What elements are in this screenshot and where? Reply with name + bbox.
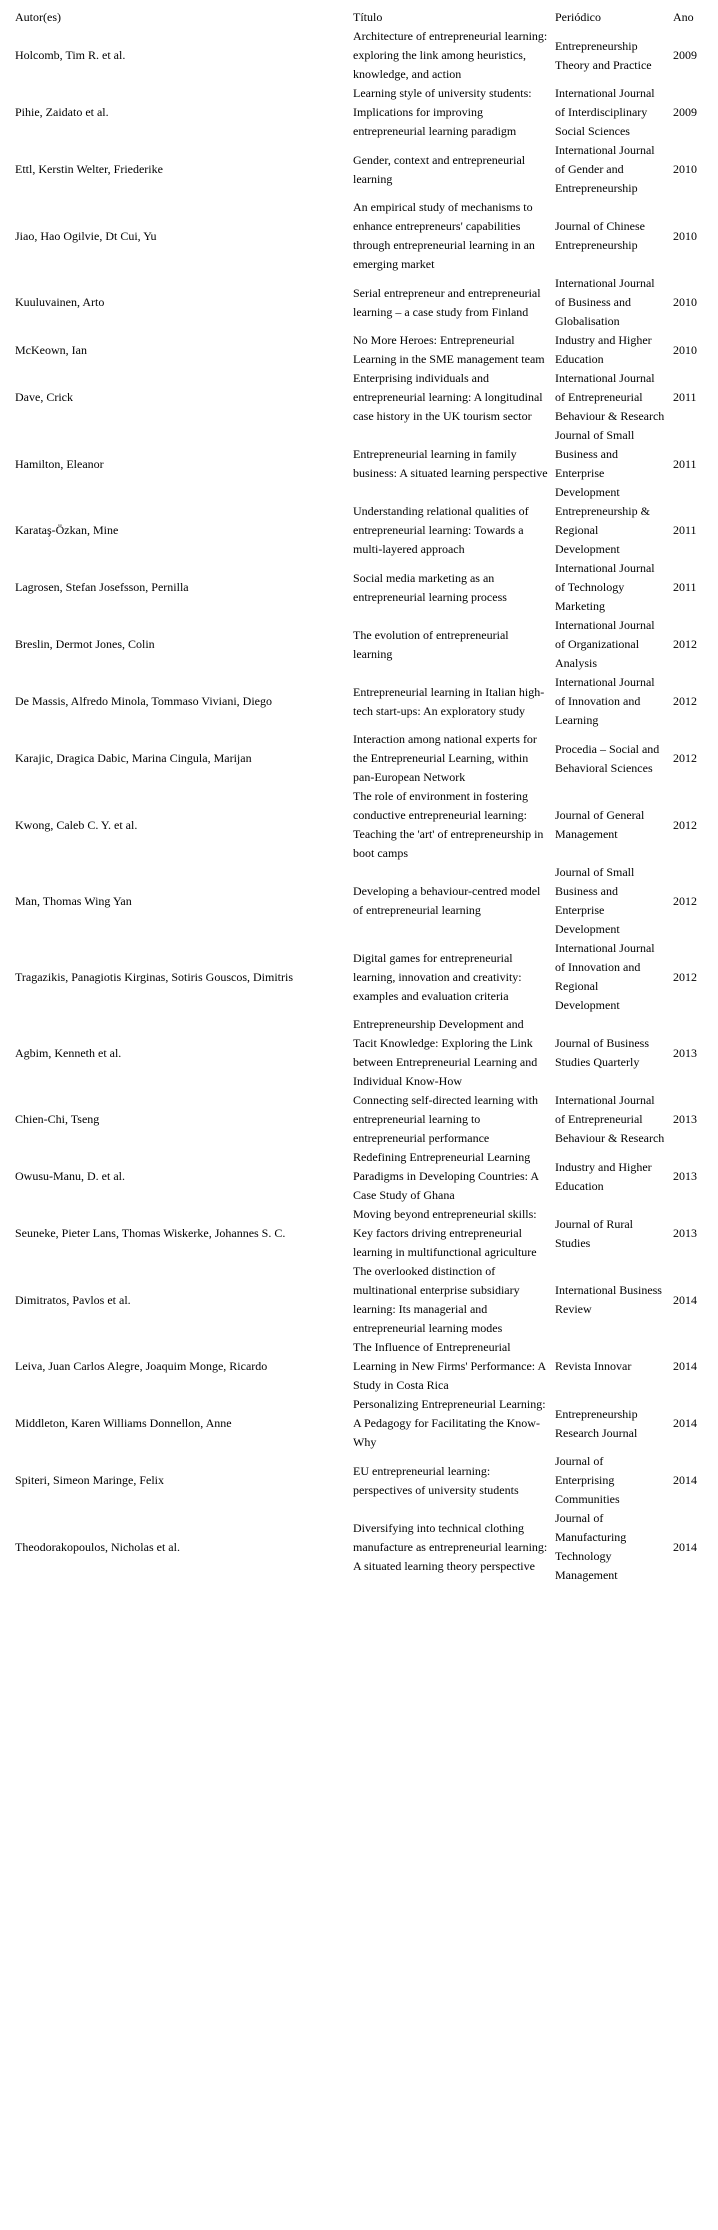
cell-authors: Middleton, Karen Williams Donnellon, Anne bbox=[15, 1416, 232, 1430]
cell-authors: Pihie, Zaidato et al. bbox=[15, 105, 109, 119]
cell-year: 2013 bbox=[673, 1112, 697, 1126]
cell-year: 2012 bbox=[673, 751, 697, 765]
cell-journal: Journal of Small Business and Enterprise Development bbox=[555, 428, 635, 499]
table-row bbox=[15, 1452, 715, 1509]
header-year: Ano bbox=[673, 10, 694, 24]
cell-journal: Journal of Rural Studies bbox=[555, 1216, 633, 1250]
table-row bbox=[15, 502, 715, 559]
cell-year: 2009 bbox=[673, 48, 697, 62]
cell-year: 2012 bbox=[673, 637, 697, 651]
cell-title: Digital games for entrepreneurial learning, innovation and creativity: examples and evaluation criteria bbox=[353, 950, 522, 1003]
cell-year: 2012 bbox=[673, 817, 697, 832]
table-row bbox=[15, 863, 715, 939]
cell-journal: International Business Review bbox=[555, 1283, 662, 1316]
cell-journal: Journal of General Management bbox=[555, 808, 645, 841]
table-row bbox=[15, 1262, 715, 1338]
cell-authors: Theodorakopoulos, Nicholas et al. bbox=[15, 1539, 180, 1554]
cell-title: The role of environment in fostering conductive entrepreneurial learning: Teaching the 'art' of entrepreneurship in boot camps bbox=[353, 789, 544, 860]
cell-journal: Industry and Higher Education bbox=[555, 333, 652, 366]
cell-title: Connecting self-directed learning with entrepreneurial learning to entrepreneurial performance bbox=[353, 1093, 538, 1145]
cell-journal: Revista Innovar bbox=[555, 1359, 632, 1373]
cell-year: 2010 bbox=[673, 295, 697, 309]
cell-year: 2013 bbox=[673, 1226, 697, 1240]
cell-year: 2011 bbox=[673, 390, 697, 404]
cell-journal: Entrepreneurship Research Journal bbox=[555, 1406, 638, 1440]
cell-title: Interaction among national experts for the Entrepreneurial Learning, within pan-European Network bbox=[353, 732, 537, 784]
cell-authors: Hamilton, Eleanor bbox=[15, 456, 104, 471]
table-row bbox=[15, 1338, 715, 1395]
cell-authors: Tragazikis, Panagiotis Kirginas, Sotiris Gouscos, Dimitris bbox=[15, 969, 294, 984]
cell-title: Gender, context and entrepreneurial learning bbox=[353, 152, 526, 186]
cell-title: No More Heroes: Entrepreneurial Learning in the SME management team bbox=[353, 333, 545, 366]
cell-journal: Journal of Small Business and Enterprise Development bbox=[555, 865, 635, 936]
cell-authors: Spiteri, Simeon Maringe, Felix bbox=[15, 1473, 164, 1487]
cell-authors: Karataş-Özkan, Mine bbox=[15, 523, 119, 537]
cell-title: An empirical study of mechanisms to enhance entrepreneurs' capabilities through entrepreneurial learning in an emerging market bbox=[353, 200, 535, 271]
cell-journal: Industry and Higher Education bbox=[555, 1159, 652, 1193]
cell-title: Architecture of entrepreneurial learning: exploring the link among heuristics, knowledge, and action bbox=[353, 29, 548, 81]
cell-journal: International Journal of Innovation and Regional Development bbox=[555, 941, 655, 1012]
cell-journal: International Journal of Organizational Analysis bbox=[555, 618, 655, 670]
table-row bbox=[15, 616, 715, 673]
cell-title: Serial entrepreneur and entrepreneurial learning – a case study from Finland bbox=[353, 285, 541, 319]
cell-title: Social media marketing as an entrepreneurial learning process bbox=[353, 570, 507, 604]
cell-title: The Influence of Entrepreneurial Learning in New Firms' Performance: A Study in Costa Rica bbox=[353, 1340, 546, 1392]
cell-year: 2009 bbox=[673, 105, 697, 119]
cell-journal: International Journal of Gender and Entrepreneurship bbox=[555, 143, 655, 195]
cell-journal: International Journal of Business and Globalisation bbox=[555, 276, 655, 328]
table-row bbox=[15, 1091, 715, 1148]
header-journal: Periódico bbox=[555, 10, 601, 24]
cell-title: Diversifying into technical clothing manufacture as entrepreneurial learning: A situated learning theory perspective bbox=[353, 1520, 548, 1573]
cell-authors: Seuneke, Pieter Lans, Thomas Wiskerke, Johannes S. C. bbox=[15, 1226, 286, 1240]
cell-authors: De Massis, Alfredo Minola, Tommaso Viviani, Diego bbox=[15, 694, 272, 708]
table-row bbox=[15, 84, 715, 141]
cell-journal: International Journal of Interdisciplinary Social Sciences bbox=[555, 86, 655, 138]
cell-title: Moving beyond entrepreneurial skills: Key factors driving entrepreneurial learning in multifunctional agriculture bbox=[353, 1207, 537, 1259]
table-row bbox=[15, 939, 715, 1015]
table-row bbox=[15, 559, 715, 616]
cell-authors: Man, Thomas Wing Yan bbox=[15, 893, 132, 908]
table-row bbox=[15, 369, 715, 426]
table-row bbox=[15, 198, 715, 274]
cell-journal: Procedia – Social and Behavioral Sciences bbox=[555, 741, 660, 775]
cell-year: 2014 bbox=[673, 1539, 697, 1554]
cell-authors: Dimitratos, Pavlos et al. bbox=[15, 1292, 131, 1307]
table-row bbox=[15, 673, 715, 730]
cell-year: 2012 bbox=[673, 969, 697, 984]
cell-authors: Kwong, Caleb C. Y. et al. bbox=[15, 817, 138, 832]
cell-year: 2014 bbox=[673, 1473, 697, 1487]
cell-journal: International Journal of Technology Marketing bbox=[555, 561, 655, 613]
cell-title: Learning style of university students: Implications for improving entrepreneurial learning paradigm bbox=[353, 86, 532, 138]
cell-journal: International Journal of Innovation and Learning bbox=[555, 675, 655, 727]
cell-journal: Journal of Enterprising Communities bbox=[555, 1454, 620, 1506]
cell-year: 2013 bbox=[673, 1045, 697, 1060]
cell-year: 2011 bbox=[673, 456, 697, 471]
table-row bbox=[15, 1509, 715, 1585]
cell-title: The overlooked distinction of multinational enterprise subsidiary learning: Its managerial and entrepreneurial learning modes bbox=[353, 1264, 520, 1335]
cell-year: 2012 bbox=[673, 694, 697, 708]
cell-title: The evolution of entrepreneurial learning bbox=[353, 627, 509, 661]
cell-authors: Jiao, Hao Ogilvie, Dt Cui, Yu bbox=[15, 228, 157, 243]
cell-authors: Ettl, Kerstin Welter, Friederike bbox=[15, 162, 163, 176]
cell-authors: Breslin, Dermot Jones, Colin bbox=[15, 637, 155, 651]
cell-year: 2010 bbox=[673, 342, 697, 357]
cell-title: Developing a behaviour-centred model of entrepreneurial learning bbox=[353, 884, 541, 917]
cell-journal: Journal of Manufacturing Technology Management bbox=[555, 1511, 627, 1582]
cell-year: 2010 bbox=[673, 228, 697, 243]
table-row bbox=[15, 730, 715, 787]
cell-authors: Agbim, Kenneth et al. bbox=[15, 1045, 122, 1060]
cell-title: Personalizing Entrepreneurial Learning: A Pedagogy for Facilitating the Know-Why bbox=[353, 1397, 546, 1449]
cell-authors: Kuuluvainen, Arto bbox=[15, 295, 105, 309]
header-row bbox=[15, 8, 715, 27]
header-title: Título bbox=[353, 10, 383, 24]
header-authors: Autor(es) bbox=[15, 10, 61, 24]
cell-authors: Karajic, Dragica Dabic, Marina Cingula, Marijan bbox=[15, 751, 252, 765]
cell-title: Enterprising individuals and entrepreneurial learning: A longitudinal case history in the UK tourism sector bbox=[353, 371, 543, 423]
references-table bbox=[15, 8, 715, 1585]
table-row bbox=[15, 331, 715, 369]
table-row bbox=[15, 1148, 715, 1205]
table-row bbox=[15, 27, 715, 84]
cell-journal: International Journal of Entrepreneurial Behaviour & Research bbox=[555, 1093, 665, 1145]
cell-authors: Chien-Chi, Tseng bbox=[15, 1112, 100, 1126]
cell-year: 2014 bbox=[673, 1359, 697, 1373]
cell-authors: Lagrosen, Stefan Josefsson, Pernilla bbox=[15, 580, 189, 594]
cell-authors: Holcomb, Tim R. et al. bbox=[15, 48, 126, 62]
cell-authors: Leiva, Juan Carlos Alegre, Joaquim Monge, Ricardo bbox=[15, 1359, 268, 1373]
cell-title: Entrepreneurship Development and Tacit Knowledge: Exploring the Link between Entrepreneurial Learning and Individual Know-How bbox=[353, 1017, 538, 1088]
table-row bbox=[15, 1015, 715, 1091]
table-row bbox=[15, 1395, 715, 1452]
table-row bbox=[15, 141, 715, 198]
cell-authors: McKeown, Ian bbox=[15, 342, 87, 357]
cell-year: 2014 bbox=[673, 1292, 697, 1307]
cell-year: 2012 bbox=[673, 893, 697, 908]
cell-journal: Journal of Business Studies Quarterly bbox=[555, 1036, 649, 1069]
cell-year: 2010 bbox=[673, 162, 697, 176]
cell-title: Understanding relational qualities of entrepreneurial learning: Towards a multi-layered approach bbox=[353, 504, 529, 556]
cell-authors: Owusu-Manu, D. et al. bbox=[15, 1169, 125, 1183]
cell-title: Entrepreneurial learning in family business: A situated learning perspective bbox=[353, 447, 548, 480]
table-row bbox=[15, 426, 715, 502]
cell-title: EU entrepreneurial learning: perspectives of university students bbox=[353, 1463, 519, 1497]
cell-journal: Entrepreneurship Theory and Practice bbox=[555, 38, 652, 72]
cell-year: 2014 bbox=[673, 1416, 697, 1430]
cell-journal: International Journal of Entrepreneurial Behaviour & Research bbox=[555, 371, 665, 423]
table-row bbox=[15, 787, 715, 863]
cell-journal: Journal of Chinese Entrepreneurship bbox=[555, 219, 645, 252]
cell-year: 2011 bbox=[673, 580, 697, 594]
cell-year: 2011 bbox=[673, 523, 697, 537]
cell-journal: Entrepreneurship & Regional Development bbox=[555, 504, 650, 556]
cell-title: Entrepreneurial learning in Italian high-tech start-ups: An exploratory study bbox=[353, 684, 545, 718]
table-row bbox=[15, 1205, 715, 1262]
cell-title: Redefining Entrepreneurial Learning Paradigms in Developing Countries: A Case Study of Ghana bbox=[353, 1150, 539, 1202]
cell-year: 2013 bbox=[673, 1169, 697, 1183]
cell-authors: Dave, Crick bbox=[15, 390, 73, 404]
table-row bbox=[15, 274, 715, 331]
